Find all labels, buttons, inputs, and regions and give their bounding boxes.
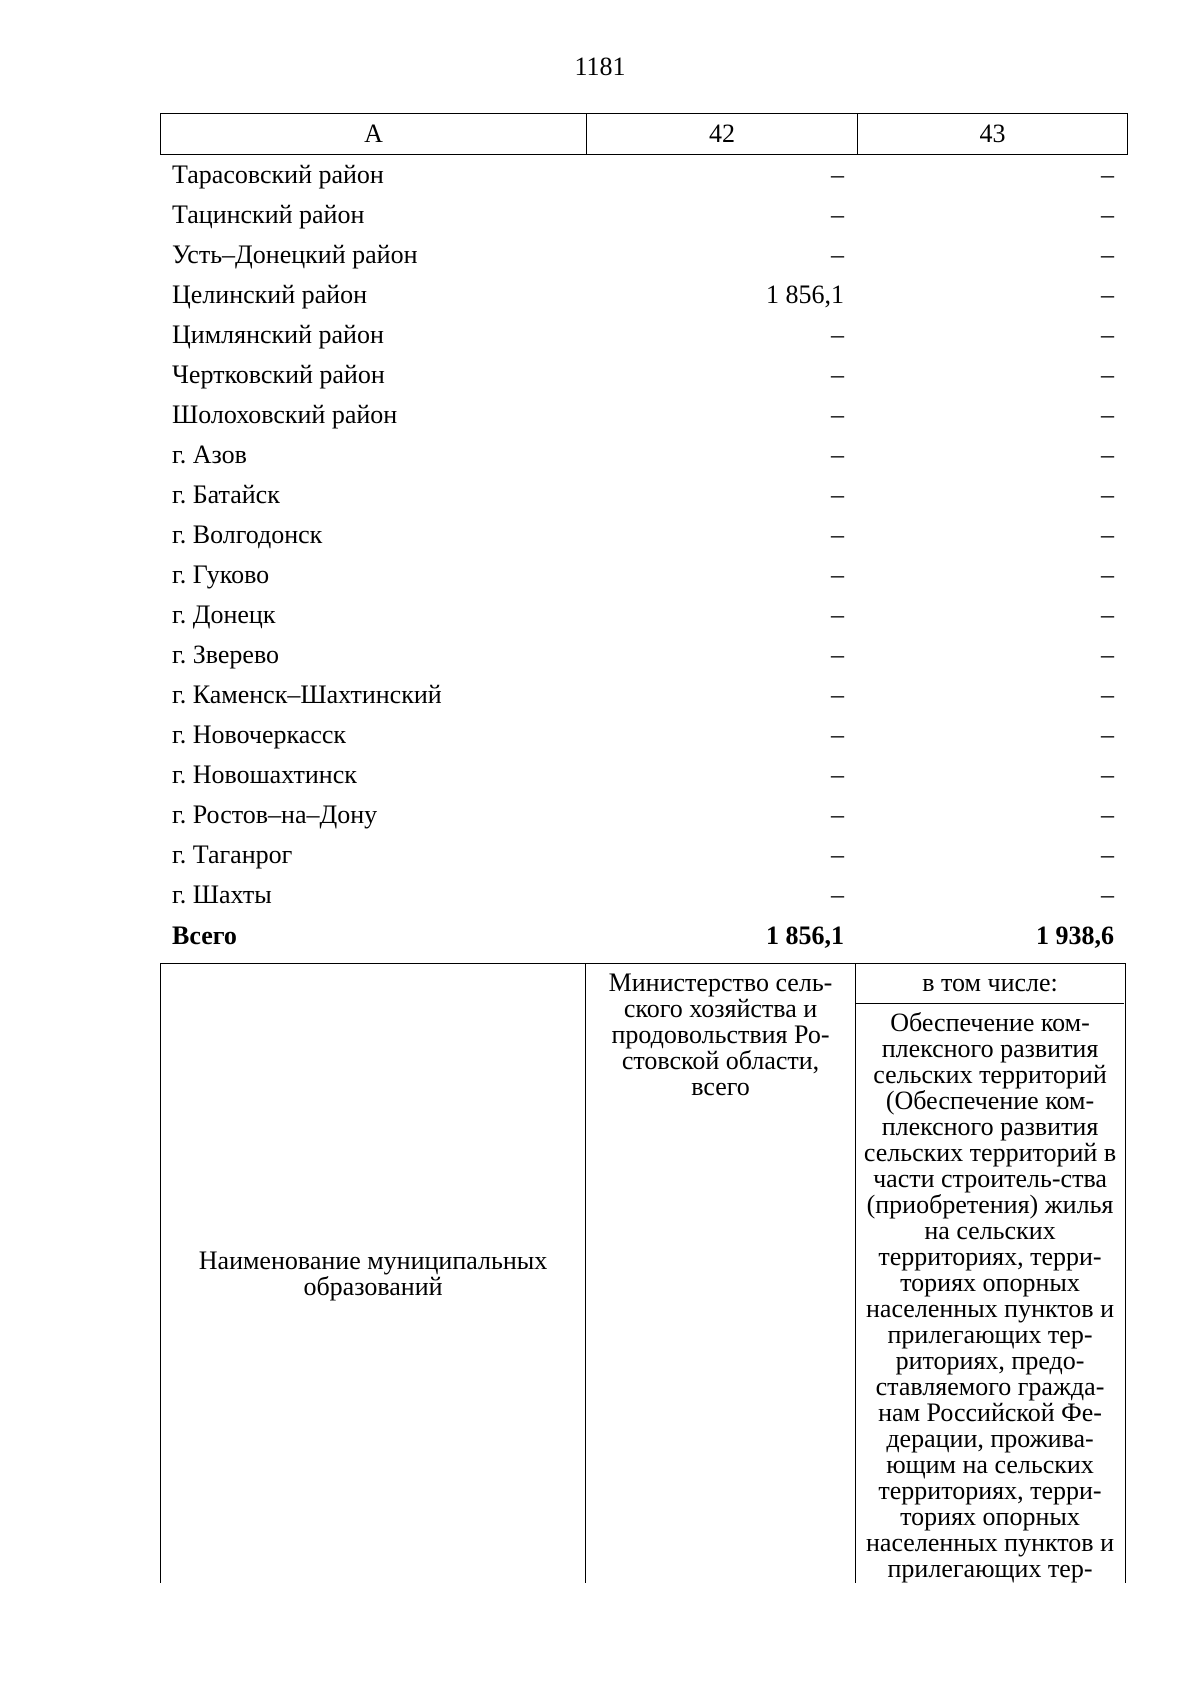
row-value-42: – <box>831 640 844 669</box>
row-name: Цимлянский район <box>172 320 384 349</box>
row-value-43: – <box>1101 440 1114 469</box>
row-value-42: – <box>831 400 844 429</box>
row-value-43: – <box>1101 360 1114 389</box>
page-number: 1181 <box>574 52 626 81</box>
row-name: г. Зверево <box>172 640 280 669</box>
row-value-43: – <box>1101 320 1114 349</box>
row-name: г. Донецк <box>172 600 276 629</box>
row-name: г. Каменск–Шахтинский <box>172 680 442 709</box>
row-value-42: 1 856,1 <box>766 280 844 309</box>
table-row <box>160 395 1126 435</box>
row-name: г. Азов <box>172 440 247 469</box>
row-value-42: – <box>831 600 844 629</box>
header-including: в том числе: <box>856 964 1124 1004</box>
total-value-42: 1 856,1 <box>766 921 844 950</box>
table-row <box>160 155 1126 195</box>
row-value-43: – <box>1101 840 1114 869</box>
table-row <box>160 635 1126 675</box>
table-row <box>160 195 1126 235</box>
table-row <box>160 795 1126 835</box>
table-row <box>160 675 1126 715</box>
table-row <box>160 595 1126 635</box>
row-name: г. Новошахтинск <box>172 760 357 789</box>
row-name: Целинский район <box>172 280 367 309</box>
row-value-43: – <box>1101 480 1114 509</box>
row-value-42: – <box>831 320 844 349</box>
header-municipality-name: Наименование муниципальных образований <box>161 964 586 1583</box>
table-row <box>160 475 1126 515</box>
table-row <box>160 275 1126 315</box>
row-value-42: – <box>831 800 844 829</box>
column-header-42: 42 <box>587 114 858 155</box>
row-value-42: – <box>831 160 844 189</box>
table-row <box>160 315 1126 355</box>
total-row <box>160 915 1126 957</box>
row-value-42: – <box>831 560 844 589</box>
row-value-43: – <box>1101 600 1114 629</box>
row-value-42: – <box>831 680 844 709</box>
table-row <box>160 755 1126 795</box>
row-value-42: – <box>831 880 844 909</box>
row-value-42: – <box>831 440 844 469</box>
row-value-43: – <box>1101 800 1114 829</box>
row-name: г. Ростов–на–Дону <box>172 800 378 829</box>
row-value-42: – <box>831 200 844 229</box>
row-name: Усть–Донецкий район <box>172 240 418 269</box>
row-value-42: – <box>831 480 844 509</box>
row-value-42: – <box>831 840 844 869</box>
row-name: Чертковский район <box>172 360 385 389</box>
row-value-42: – <box>831 720 844 749</box>
header-split-column <box>856 964 1124 1583</box>
column-header-43: 43 <box>858 114 1128 155</box>
row-name: г. Шахты <box>172 880 272 909</box>
row-value-42: – <box>831 760 844 789</box>
row-name: г. Гуково <box>172 560 270 589</box>
row-value-43: – <box>1101 640 1114 669</box>
row-value-43: – <box>1101 240 1114 269</box>
table-row <box>160 515 1126 555</box>
row-name: г. Волгодонск <box>172 520 323 549</box>
row-value-43: – <box>1101 160 1114 189</box>
repeated-table-header <box>160 963 1126 1583</box>
row-name: Тарасовский район <box>172 160 384 189</box>
row-value-43: – <box>1101 880 1114 909</box>
total-label: Всего <box>172 921 237 950</box>
row-name: г. Таганрог <box>172 840 293 869</box>
municipality-rows <box>160 155 1126 957</box>
table-row <box>160 875 1126 915</box>
row-value-43: – <box>1101 680 1114 709</box>
table-row <box>160 835 1126 875</box>
row-value-43: – <box>1101 560 1114 589</box>
row-name: Тацинский район <box>172 200 365 229</box>
row-value-43: – <box>1101 760 1114 789</box>
row-value-43: – <box>1101 720 1114 749</box>
row-value-42: – <box>831 240 844 269</box>
total-value-43: 1 938,6 <box>1036 921 1114 950</box>
table-row <box>160 355 1126 395</box>
row-name: г. Батайск <box>172 480 280 509</box>
column-header-name: А <box>161 114 587 155</box>
table-row <box>160 235 1126 275</box>
row-name: Шолоховский район <box>172 400 398 429</box>
table-row <box>160 715 1126 755</box>
row-value-42: – <box>831 360 844 389</box>
row-name: г. Новочеркасск <box>172 720 347 749</box>
row-value-43: – <box>1101 520 1114 549</box>
header-rural-development: Обеспечение ком-плексного развития сельских территорий (Обеспечение ком-плексного развития сельских территорий в части строитель-ства (приобретения) жилья на сельских территориях, терри-ториях опорных населенных пунктов и прилегающих тер-риториях, предо-ставляемого гражда-нам Российской Фе-дерации, прожива-ющим на сельских территориях, терри-ториях опорных населенных пунктов и прилегающих тер- <box>863 1008 1117 1583</box>
row-value-43: – <box>1101 280 1114 309</box>
table-row <box>160 435 1126 475</box>
row-value-43: – <box>1101 400 1114 429</box>
table-row <box>160 555 1126 595</box>
header-ministry-total: Министерство сель-ского хозяйства и продовольствия Ро-стовской области, всего <box>586 964 856 1583</box>
column-number-header <box>160 113 1128 155</box>
row-value-43: – <box>1101 200 1114 229</box>
row-value-42: – <box>831 520 844 549</box>
